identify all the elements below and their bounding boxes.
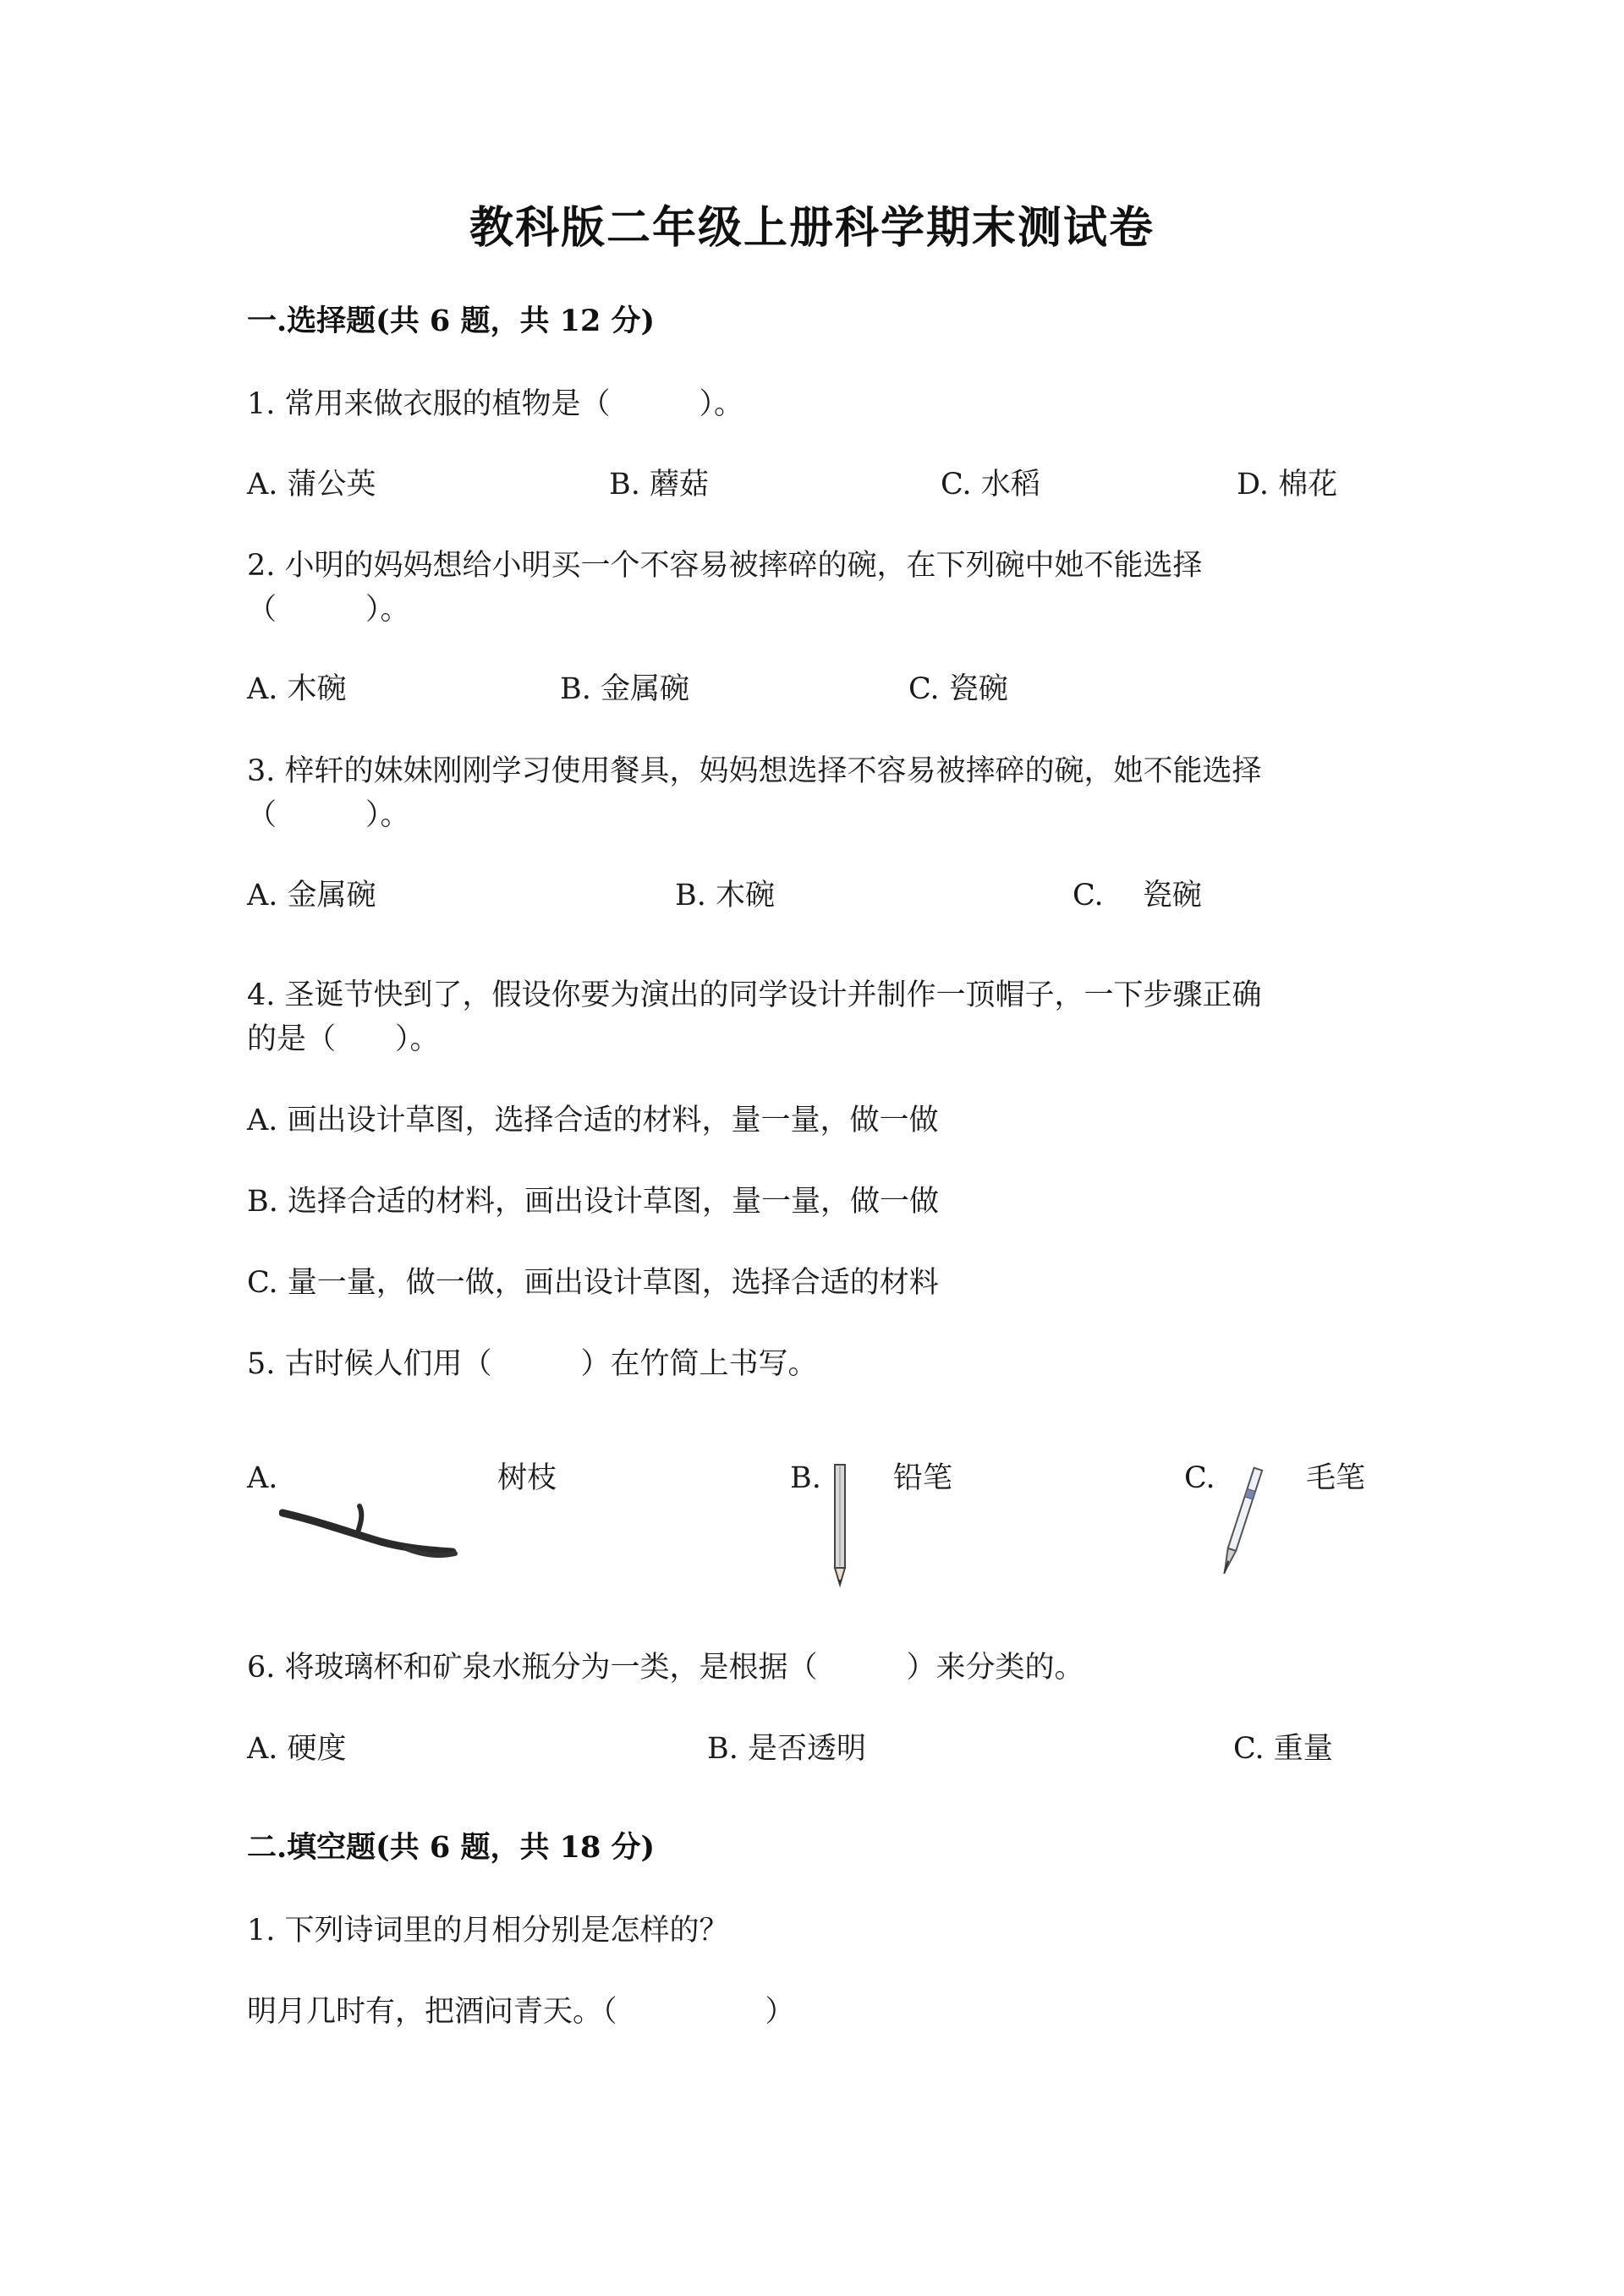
q6-option-c: C. 重量 (1233, 1732, 1333, 1766)
q1-option-a: A. 蒲公英 (247, 468, 376, 501)
question-3-text-cont: （ ）。 (247, 798, 410, 832)
brush-pen-icon (1211, 1463, 1270, 1581)
question-1-text: 1. 常用来做衣服的植物是（ ）。 (247, 387, 744, 421)
q5-option-a-letter: A. (247, 1461, 278, 1495)
q3-option-c: C. 瓷碗 (1073, 879, 1202, 912)
question-5-text: 5. 古时候人们用（ ）在竹简上书写。 (247, 1347, 818, 1381)
q6-option-a: A. 硬度 (247, 1732, 347, 1766)
q1-option-c: C. 水稻 (941, 468, 1040, 501)
q1-option-b: B. 蘑菇 (609, 468, 709, 501)
q5-option-a-label: 树枝 (497, 1461, 557, 1495)
section-heading-choice: 一.选择题(共 6 题，共 12 分) (247, 304, 656, 338)
q3-option-b: B. 木碗 (675, 879, 775, 912)
question-3-text: 3. 梓轩的妹妹刚刚学习使用餐具，妈妈想选择不容易被摔碎的碗，她不能选择 (247, 754, 1262, 788)
pencil-icon (827, 1461, 853, 1588)
q4-option-b: B. 选择合适的材料，画出设计草图，量一量，做一做 (247, 1185, 939, 1219)
q2-option-c: C. 瓷碗 (908, 672, 1008, 706)
fill-question-1-poem: 明月几时有，把酒问青天。（ ） (247, 1995, 795, 2029)
question-2-text-cont: （ ）。 (247, 593, 410, 627)
page-title: 教科版二年级上册科学期末测试卷 (469, 202, 1155, 254)
q5-option-b-label: 铅笔 (893, 1461, 953, 1495)
q5-option-c-label: 毛笔 (1306, 1461, 1366, 1495)
question-4-text: 4. 圣诞节快到了，假设你要为演出的同学设计并制作一顶帽子，一下步骤正确 (247, 978, 1262, 1012)
q4-option-a: A. 画出设计草图，选择合适的材料，量一量，做一做 (247, 1104, 939, 1137)
section-heading-fill-blank: 二.填空题(共 6 题，共 18 分) (247, 1830, 656, 1865)
q5-option-b-letter: B. (790, 1461, 821, 1495)
q2-option-b: B. 金属碗 (560, 672, 689, 706)
fill-question-1-text: 1. 下列诗词里的月相分别是怎样的？ (247, 1914, 729, 1948)
q6-option-b: B. 是否透明 (707, 1732, 866, 1766)
q3-option-a: A. 金属碗 (247, 879, 376, 912)
q1-option-d: D. 棉花 (1237, 468, 1338, 501)
question-4-text-cont: 的是（ ）。 (247, 1022, 440, 1056)
branch-icon (279, 1501, 461, 1564)
question-2-text: 2. 小明的妈妈想给小明买一个不容易被摔碎的碗，在下列碗中她不能选择 (247, 549, 1203, 583)
q4-option-c: C. 量一量，做一做，画出设计草图，选择合适的材料 (247, 1266, 939, 1300)
q2-option-a: A. 木碗 (247, 672, 347, 706)
question-6-text: 6. 将玻璃杯和矿泉水瓶分为一类，是根据（ ）来分类的。 (247, 1651, 1084, 1685)
q5-option-c-letter: C. (1184, 1461, 1215, 1495)
